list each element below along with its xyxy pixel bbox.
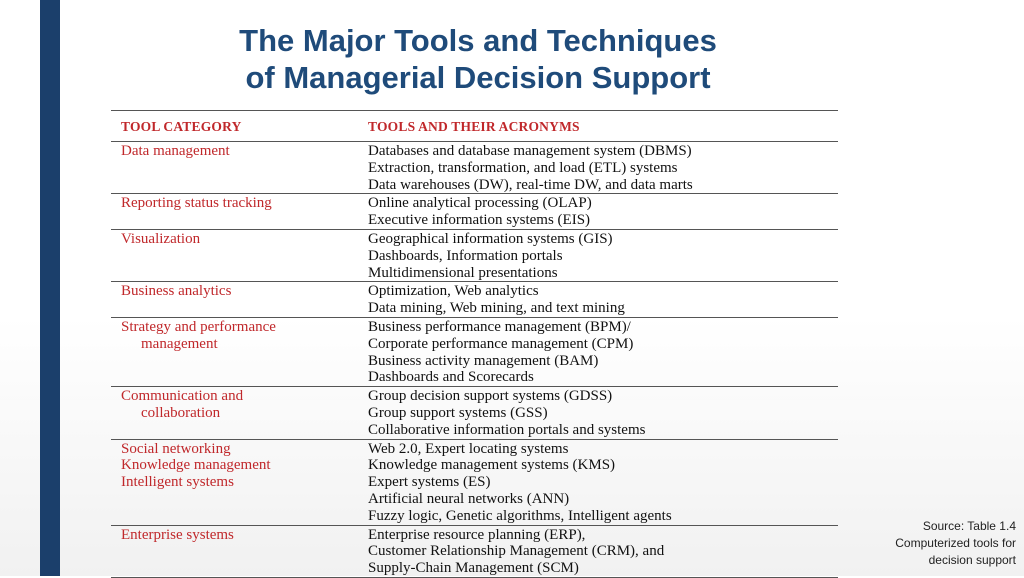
table-row (111, 230, 838, 282)
tool-item: Fuzzy logic, Genetic algorithms, Intelligent agents (368, 507, 672, 524)
tool-item: Group decision support systems (GDSS) (368, 388, 613, 405)
tools-cell (368, 441, 838, 525)
source-line-2: Computerized tools for (895, 536, 1016, 550)
category-line: Visualization (121, 230, 201, 247)
tool-category-cell (121, 388, 351, 422)
tool-item: Dashboards and Scorecards (368, 369, 534, 386)
tools-cell (368, 283, 838, 317)
tool-category-cell (121, 283, 351, 300)
title-line-1: The Major Tools and Techniques (239, 23, 717, 58)
table-body (111, 142, 838, 578)
header-tool-category: TOOL CATEGORY (121, 119, 242, 134)
category-line: Reporting status tracking (121, 195, 272, 212)
tool-item: Dashboards, Information portals (368, 247, 563, 264)
tool-category-cell (121, 527, 351, 544)
tool-item: Business activity management (BAM) (368, 352, 599, 369)
table-row (111, 318, 838, 387)
tool-item: Artificial neural networks (ANN) (368, 490, 570, 507)
tool-item: Optimization, Web analytics (368, 283, 539, 300)
left-accent-bar (40, 0, 60, 576)
tool-item: Geographical information systems (GIS) (368, 230, 613, 247)
category-line: Strategy and performance (121, 318, 276, 335)
tool-item: Data mining, Web mining, and text mining (368, 300, 625, 317)
tools-cell (368, 527, 838, 577)
tools-cell (368, 195, 838, 229)
table-header (111, 110, 838, 142)
tool-item: Databases and database management system (DBMS) (368, 143, 692, 159)
category-line: Business analytics (121, 283, 232, 300)
table-row (111, 142, 838, 194)
tool-item: Collaborative information portals and systems (368, 421, 646, 438)
tool-item: Data warehouses (DW), real-time DW, and data marts (368, 176, 693, 193)
table-row (111, 440, 838, 526)
tools-table (111, 110, 838, 578)
tool-category-cell (121, 441, 351, 491)
tool-category-cell (121, 195, 351, 212)
tools-cell (368, 388, 838, 438)
table-row (111, 526, 838, 578)
tools-cell (368, 319, 838, 386)
category-line: Communication and (121, 388, 244, 405)
slide-title (140, 22, 816, 96)
tool-item: Knowledge management systems (KMS) (368, 457, 616, 474)
tool-item: Corporate performance management (CPM) (368, 335, 634, 352)
category-line: Enterprise systems (121, 526, 234, 543)
category-line: collaboration (141, 404, 221, 421)
tool-item: Group support systems (GSS) (368, 404, 548, 421)
tool-item: Business performance management (BPM)/ (368, 318, 631, 335)
tool-item: Expert systems (ES) (368, 474, 491, 491)
tools-cell (368, 143, 838, 193)
category-line: Social networking (121, 440, 231, 457)
source-note (866, 518, 1016, 569)
tool-category-cell (121, 143, 351, 160)
category-line: management (141, 335, 218, 352)
tool-item: Supply-Chain Management (SCM) (368, 560, 579, 577)
source-line-3: decision support (928, 553, 1016, 567)
source-line-1: Source: Table 1.4 (922, 519, 1016, 533)
tool-item: Executive information systems (EIS) (368, 212, 591, 229)
tool-item: Multidimensional presentations (368, 264, 558, 281)
tool-item: Enterprise resource planning (ERP), (368, 526, 586, 543)
table-row (111, 282, 838, 318)
tool-item: Extraction, transformation, and load (ETL) systems (368, 159, 678, 176)
category-line: Data management (121, 143, 230, 159)
title-line-2: of Managerial Decision Support (245, 60, 711, 95)
tool-item: Web 2.0, Expert locating systems (368, 440, 569, 457)
tool-item: Online analytical processing (OLAP) (368, 195, 592, 212)
tool-category-cell (121, 231, 351, 248)
table-row (111, 387, 838, 439)
category-line: Intelligent systems (121, 474, 234, 491)
tool-category-cell (121, 319, 351, 353)
header-tools-acronyms: TOOLS AND THEIR ACRONYMS (368, 119, 580, 134)
category-line: Knowledge management (121, 457, 271, 474)
table-row (111, 194, 838, 230)
tool-item: Customer Relationship Management (CRM), and (368, 543, 665, 560)
tools-cell (368, 231, 838, 281)
